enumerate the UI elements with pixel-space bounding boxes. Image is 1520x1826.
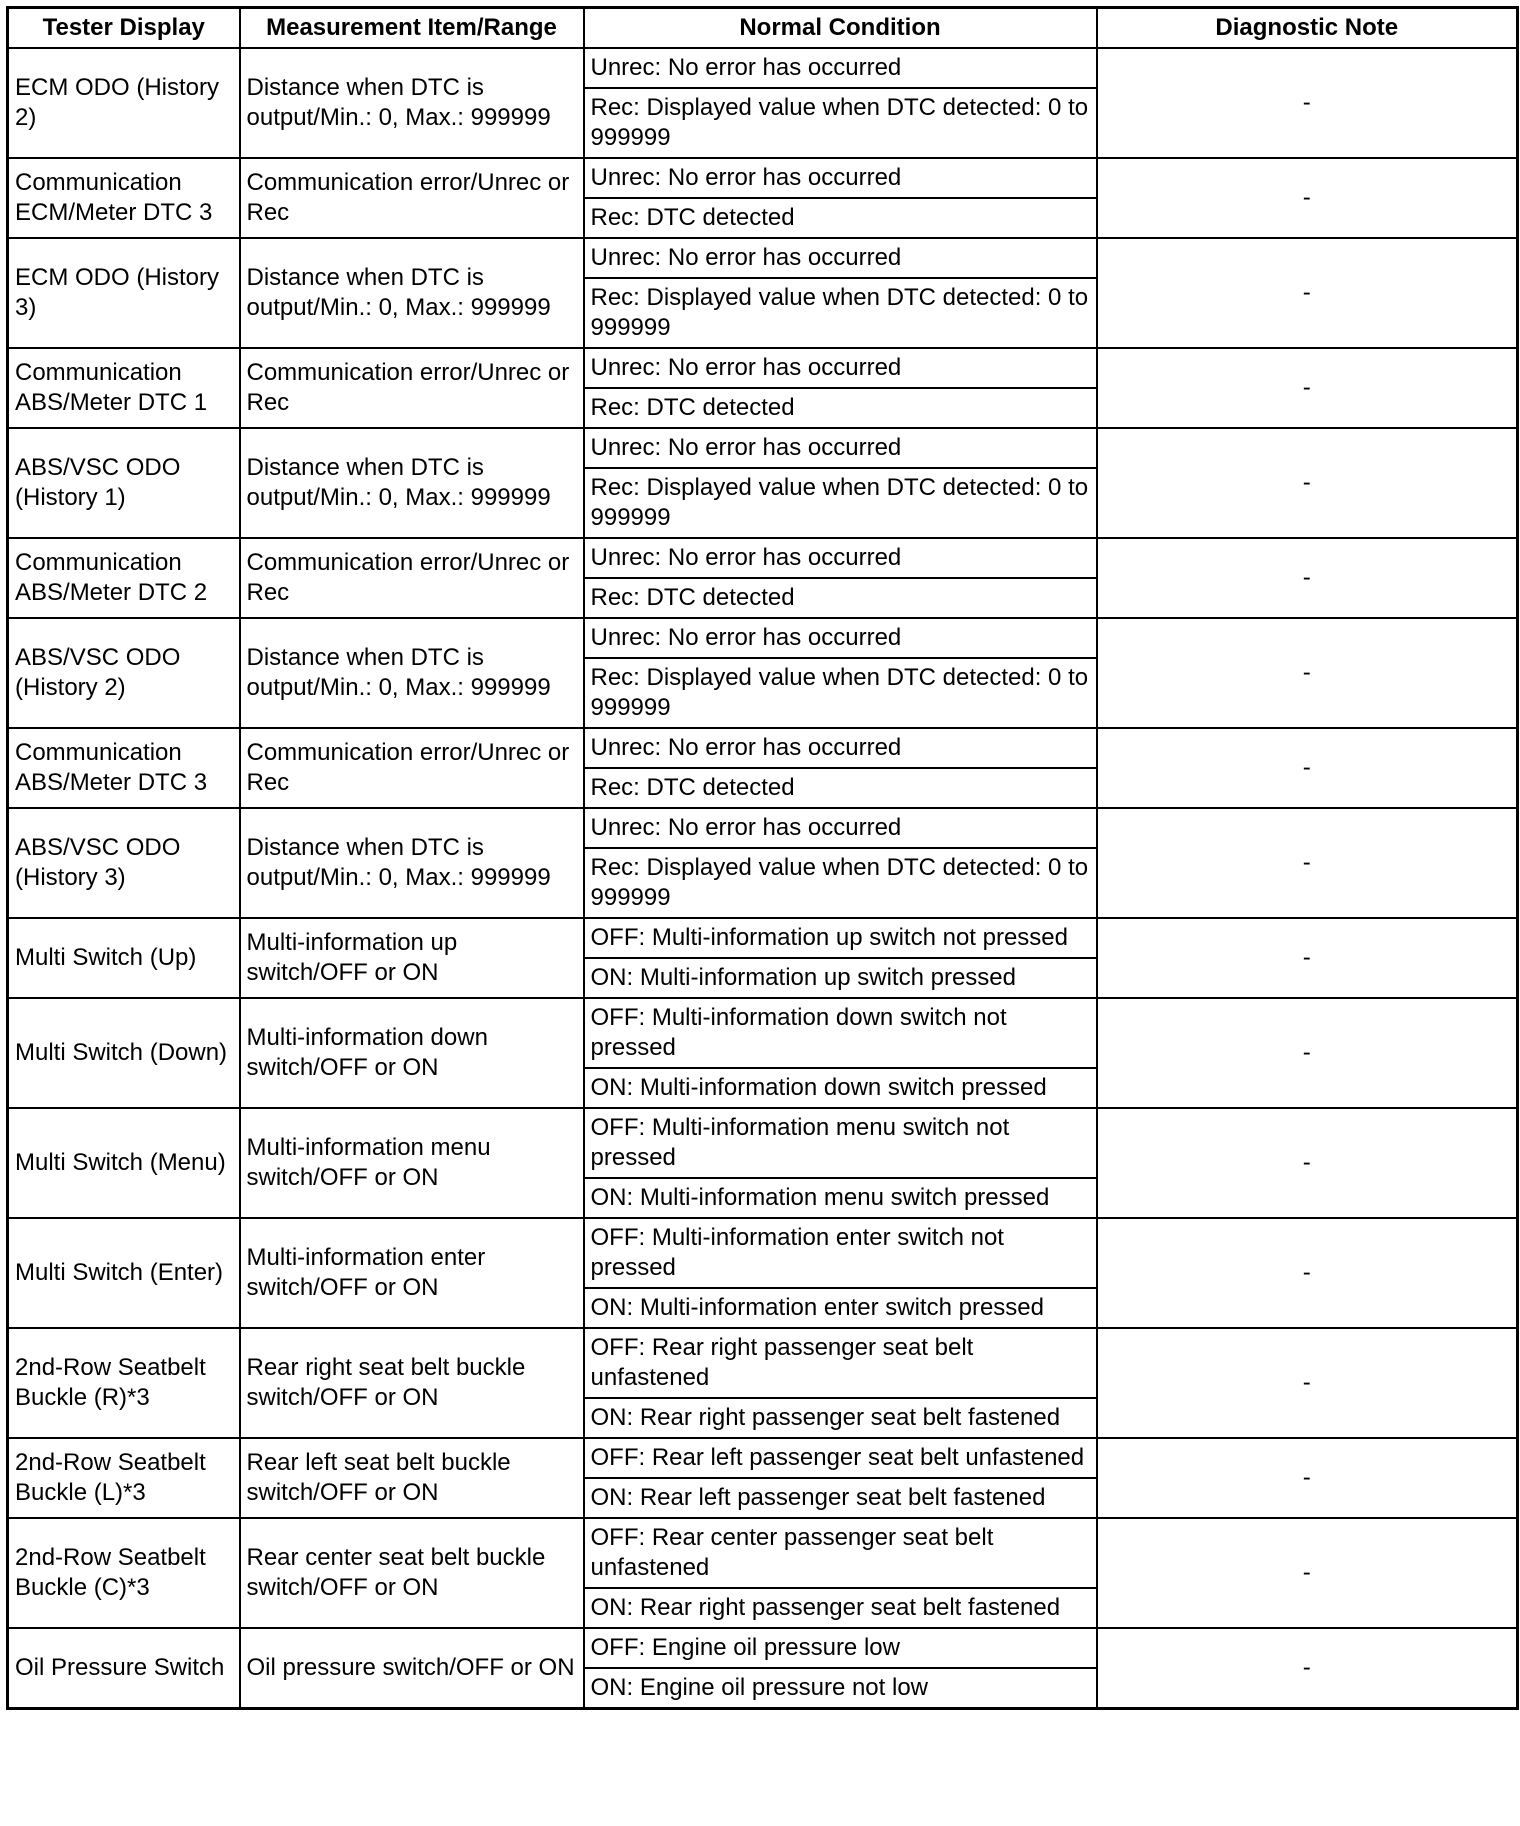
cell-normal-condition: OFF: Engine oil pressure low xyxy=(584,1628,1097,1668)
cell-tester-display: Communication ABS/Meter DTC 1 xyxy=(8,348,240,428)
cell-normal-condition: ON: Multi-information menu switch pressed xyxy=(584,1178,1097,1218)
table-row xyxy=(8,238,1518,278)
table-row xyxy=(8,1438,1518,1478)
cell-diagnostic-note: - xyxy=(1097,1108,1518,1218)
cell-measurement-range: Communication error/Unrec or Rec xyxy=(240,158,584,238)
cell-diagnostic-note: - xyxy=(1097,618,1518,728)
cell-normal-condition: Rec: Displayed value when DTC detected: 0 to 999999 xyxy=(584,278,1097,348)
header-measurement-item: Measurement Item/Range xyxy=(240,8,584,49)
cell-measurement-range: Multi-information enter switch/OFF or ON xyxy=(240,1218,584,1328)
cell-measurement-range: Multi-information menu switch/OFF or ON xyxy=(240,1108,584,1218)
cell-normal-condition: OFF: Rear center passenger seat belt unfastened xyxy=(584,1518,1097,1588)
cell-diagnostic-note: - xyxy=(1097,1628,1518,1709)
cell-normal-condition: Unrec: No error has occurred xyxy=(584,48,1097,88)
table-row xyxy=(8,918,1518,958)
cell-diagnostic-note: - xyxy=(1097,48,1518,158)
cell-tester-display: 2nd-Row Seatbelt Buckle (C)*3 xyxy=(8,1518,240,1628)
cell-measurement-range: Rear right seat belt buckle switch/OFF or ON xyxy=(240,1328,584,1438)
cell-normal-condition: Unrec: No error has occurred xyxy=(584,428,1097,468)
cell-measurement-range: Rear center seat belt buckle switch/OFF or ON xyxy=(240,1518,584,1628)
cell-normal-condition: OFF: Multi-information enter switch not pressed xyxy=(584,1218,1097,1288)
cell-normal-condition: Rec: DTC detected xyxy=(584,198,1097,238)
cell-normal-condition: Rec: DTC detected xyxy=(584,388,1097,428)
cell-normal-condition: Rec: Displayed value when DTC detected: 0 to 999999 xyxy=(584,848,1097,918)
cell-normal-condition: ON: Engine oil pressure not low xyxy=(584,1668,1097,1709)
table-row xyxy=(8,1328,1518,1398)
cell-tester-display: 2nd-Row Seatbelt Buckle (L)*3 xyxy=(8,1438,240,1518)
cell-normal-condition: OFF: Multi-information menu switch not pressed xyxy=(584,1108,1097,1178)
cell-measurement-range: Rear left seat belt buckle switch/OFF or ON xyxy=(240,1438,584,1518)
cell-tester-display: ABS/VSC ODO (History 1) xyxy=(8,428,240,538)
header-diagnostic-note: Diagnostic Note xyxy=(1097,8,1518,49)
cell-tester-display: Communication ABS/Meter DTC 2 xyxy=(8,538,240,618)
table-row xyxy=(8,618,1518,658)
cell-normal-condition: ON: Multi-information down switch pressed xyxy=(584,1068,1097,1108)
cell-normal-condition: Rec: Displayed value when DTC detected: 0 to 999999 xyxy=(584,468,1097,538)
cell-tester-display: ECM ODO (History 2) xyxy=(8,48,240,158)
tester-data-table xyxy=(6,6,1519,1710)
cell-measurement-range: Communication error/Unrec or Rec xyxy=(240,348,584,428)
cell-normal-condition: Rec: DTC detected xyxy=(584,768,1097,808)
cell-diagnostic-note: - xyxy=(1097,998,1518,1108)
cell-tester-display: Communication ECM/Meter DTC 3 xyxy=(8,158,240,238)
cell-diagnostic-note: - xyxy=(1097,1438,1518,1518)
cell-normal-condition: ON: Rear right passenger seat belt fastened xyxy=(584,1398,1097,1438)
cell-tester-display: Multi Switch (Up) xyxy=(8,918,240,998)
cell-tester-display: Communication ABS/Meter DTC 3 xyxy=(8,728,240,808)
cell-measurement-range: Distance when DTC is output/Min.: 0, Max.: 999999 xyxy=(240,428,584,538)
cell-tester-display: Multi Switch (Enter) xyxy=(8,1218,240,1328)
header-tester-display: Tester Display xyxy=(8,8,240,49)
table-row xyxy=(8,158,1518,198)
cell-normal-condition: ON: Multi-information enter switch pressed xyxy=(584,1288,1097,1328)
table-row xyxy=(8,1108,1518,1178)
cell-measurement-range: Communication error/Unrec or Rec xyxy=(240,728,584,808)
cell-diagnostic-note: - xyxy=(1097,158,1518,238)
cell-measurement-range: Multi-information down switch/OFF or ON xyxy=(240,998,584,1108)
table-row xyxy=(8,728,1518,768)
table-header-row xyxy=(8,8,1518,49)
cell-tester-display: ABS/VSC ODO (History 2) xyxy=(8,618,240,728)
cell-diagnostic-note: - xyxy=(1097,428,1518,538)
cell-normal-condition: Unrec: No error has occurred xyxy=(584,158,1097,198)
table-row xyxy=(8,1518,1518,1588)
cell-measurement-range: Multi-information up switch/OFF or ON xyxy=(240,918,584,998)
cell-measurement-range: Communication error/Unrec or Rec xyxy=(240,538,584,618)
cell-normal-condition: OFF: Multi-information down switch not pressed xyxy=(584,998,1097,1068)
cell-tester-display: Oil Pressure Switch xyxy=(8,1628,240,1709)
cell-measurement-range: Oil pressure switch/OFF or ON xyxy=(240,1628,584,1709)
table-row xyxy=(8,1218,1518,1288)
cell-normal-condition: OFF: Multi-information up switch not pressed xyxy=(584,918,1097,958)
cell-normal-condition: Unrec: No error has occurred xyxy=(584,238,1097,278)
cell-normal-condition: ON: Rear right passenger seat belt fastened xyxy=(584,1588,1097,1628)
cell-measurement-range: Distance when DTC is output/Min.: 0, Max.: 999999 xyxy=(240,618,584,728)
cell-normal-condition: ON: Rear left passenger seat belt fastened xyxy=(584,1478,1097,1518)
cell-tester-display: Multi Switch (Down) xyxy=(8,998,240,1108)
cell-diagnostic-note: - xyxy=(1097,728,1518,808)
cell-measurement-range: Distance when DTC is output/Min.: 0, Max.: 999999 xyxy=(240,48,584,158)
table-row xyxy=(8,998,1518,1068)
cell-normal-condition: Unrec: No error has occurred xyxy=(584,618,1097,658)
cell-tester-display: 2nd-Row Seatbelt Buckle (R)*3 xyxy=(8,1328,240,1438)
cell-diagnostic-note: - xyxy=(1097,538,1518,618)
header-normal-condition: Normal Condition xyxy=(584,8,1097,49)
cell-diagnostic-note: - xyxy=(1097,918,1518,998)
cell-measurement-range: Distance when DTC is output/Min.: 0, Max.: 999999 xyxy=(240,238,584,348)
cell-normal-condition: OFF: Rear right passenger seat belt unfastened xyxy=(584,1328,1097,1398)
cell-normal-condition: Unrec: No error has occurred xyxy=(584,538,1097,578)
cell-normal-condition: Unrec: No error has occurred xyxy=(584,728,1097,768)
table-row xyxy=(8,348,1518,388)
cell-measurement-range: Distance when DTC is output/Min.: 0, Max.: 999999 xyxy=(240,808,584,918)
table-row xyxy=(8,808,1518,848)
cell-diagnostic-note: - xyxy=(1097,1218,1518,1328)
cell-diagnostic-note: - xyxy=(1097,1328,1518,1438)
cell-normal-condition: Unrec: No error has occurred xyxy=(584,348,1097,388)
cell-tester-display: ABS/VSC ODO (History 3) xyxy=(8,808,240,918)
cell-normal-condition: OFF: Rear left passenger seat belt unfastened xyxy=(584,1438,1097,1478)
cell-normal-condition: Rec: DTC detected xyxy=(584,578,1097,618)
cell-diagnostic-note: - xyxy=(1097,348,1518,428)
cell-normal-condition: ON: Multi-information up switch pressed xyxy=(584,958,1097,998)
cell-normal-condition: Rec: Displayed value when DTC detected: 0 to 999999 xyxy=(584,88,1097,158)
cell-tester-display: Multi Switch (Menu) xyxy=(8,1108,240,1218)
cell-normal-condition: Rec: Displayed value when DTC detected: 0 to 999999 xyxy=(584,658,1097,728)
cell-diagnostic-note: - xyxy=(1097,238,1518,348)
cell-diagnostic-note: - xyxy=(1097,1518,1518,1628)
cell-diagnostic-note: - xyxy=(1097,808,1518,918)
table-body xyxy=(8,48,1518,1709)
table-row xyxy=(8,48,1518,88)
cell-tester-display: ECM ODO (History 3) xyxy=(8,238,240,348)
table-row xyxy=(8,538,1518,578)
table-row xyxy=(8,1628,1518,1668)
table-row xyxy=(8,428,1518,468)
cell-normal-condition: Unrec: No error has occurred xyxy=(584,808,1097,848)
